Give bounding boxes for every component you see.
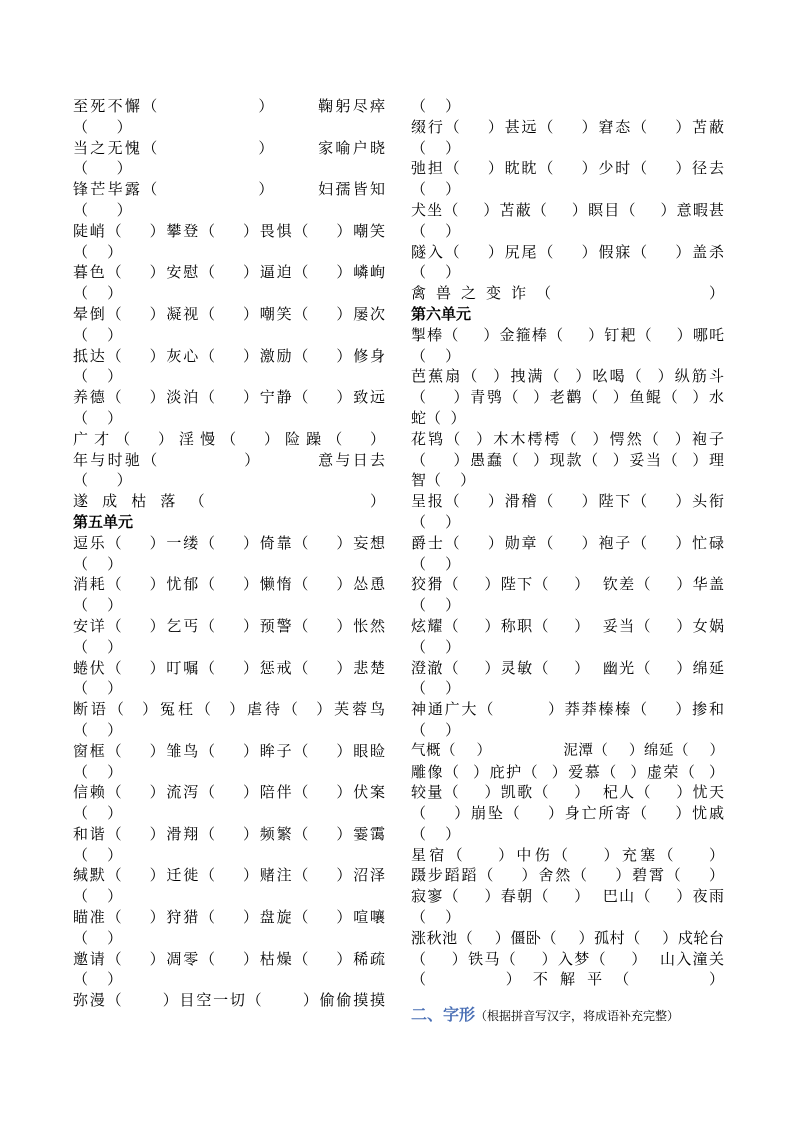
vocab-line: 当之无愧（ ） 家喻户晓 [73,138,385,157]
vocab-line: 涨秋池（ ）僵卧（ ）孤村（ ）戍轮台 [411,928,724,947]
vocab-line: 至死不懈（ ） 鞠躬尽瘁 [73,97,385,115]
vocab-line: （ ） [73,325,123,344]
vocab-line: 和谐（ ）滑翔（ ）频繁（ ）霎霭 [73,824,385,843]
vocab-line: 弥漫（ ）目空一切（ ）偷偷摸摸 [73,991,385,1010]
vocab-line: （ ） [411,637,461,656]
vocab-line: （ ） [411,908,461,927]
vocab-line: 晕倒（ ）凝视（ ）嘲笑（ ）屡次 [73,304,385,323]
vocab-line: （ ） [411,596,461,615]
vocab-line: 安详（ ）乞丐（ ）预警（ ）怅然 [73,616,385,635]
vocab-line: 抵达（ ）灰心（ ）激励（ ）修身 [73,346,385,365]
vocab-line: （ ） [73,928,123,947]
vocab-line: （ ） [73,970,123,989]
section-two-heading [411,1002,741,1025]
vocab-line: （ ） [73,367,123,386]
vocab-line: 窗框（ ）雏鸟（ ）眸子（ ）眼睑 [73,741,385,760]
vocab-line: （ ） [73,762,123,781]
vocab-line: （ ） [73,596,123,615]
vocab-line: （ ）愚蠢（ ）现款（ ）妥当（ ）理 [411,450,724,469]
vocab-line: （ ） [73,471,132,490]
vocab-line: （ ） [73,242,123,261]
vocab-line: （ ） [73,720,123,739]
vocab-line: （ ） [411,720,461,739]
vocab-line: （ ） [411,512,461,531]
vocab-line: 花鸨（ ）木木樗樗（ ）愕然（ ）袍子 [411,429,724,448]
vocab-line: 寂寥（ ）春朝（ ） 巴山（ ）夜雨 [411,887,724,906]
vocab-line: 掣棒（ ）金箍棒（ ）钉耙（ ）哪吒 [411,325,724,344]
vocab-line: 智（ ） [411,471,476,490]
vocab-line: 缀行（ ）甚远（ ）窘态（ ）苫蔽 [411,117,724,136]
vocab-line: 信赖（ ）流泻（ ）陪伴（ ）伏案 [73,783,385,802]
section-two-note: （根据拼音写汉字，将成语补充完整） [475,1009,680,1023]
vocab-line: 呈报（ ）滑稽（ ）陛下（ ）头衔 [411,492,724,511]
vocab-line: （ ）铁马（ ）入梦（ ） 山入潼关 [411,949,724,968]
vocab-line: （ ） [411,180,461,199]
vocab-line: 年与时驰（ ） 意与日去 [73,450,385,469]
vocab-line: 狡猾（ ）陛下（ ） 钦差（ ）华盖 [411,575,724,594]
vocab-line: 遂成枯落（ ） [73,492,385,511]
unit-heading: 第六单元 [411,304,472,323]
right-column [411,96,724,990]
vocab-line: （ ）不解平（ ） [411,970,724,989]
vocab-line: （ ） [411,263,461,282]
vocab-line: 消耗（ ）忧郁（ ）懒惰（ ）怂恿 [73,575,385,594]
vocab-line: （ ） [73,117,132,136]
vocab-line: 养德（ ）淡泊（ ）宁静（ ）致远 [73,388,385,407]
vocab-line: 广才（ ）淫慢（ ）险躁（ ） [73,429,385,448]
vocab-line: 气概（ ） 泥潭（ ）绵延（ ） [411,742,724,759]
vocab-line: （ ） [73,637,123,656]
vocab-line: 炫耀（ ）称职（ ） 妥当（ ）女娲 [411,616,724,635]
vocab-line: 暮色（ ）安慰（ ）逼迫（ ）嶙峋 [73,263,385,282]
vocab-line: （ ） [73,159,132,178]
vocab-line: （ ） [73,408,123,427]
vocab-line: 断语（ ）冤枉（ ）虐待（ ）芙蓉鸟 [73,700,385,719]
vocab-line: 蜷伏（ ）叮嘱（ ）惩戒（ ）悲楚 [73,658,385,677]
section-two-title: 二、字形 [411,1005,476,1024]
vocab-line: 弛担（ ）眈眈（ ）少时（ ）径去 [411,159,724,178]
vocab-line: （ ） [411,346,461,365]
vocab-line: （ ） [73,804,123,823]
vocab-line: 锋芒毕露（ ） 妇孺皆知 [73,180,385,199]
vocab-line: 澄澈（ ）灵敏（ ） 幽光（ ）绵延 [411,658,724,677]
unit-heading: 第五单元 [73,512,134,531]
vocab-line: （ ） [73,554,123,573]
left-column [73,96,385,1011]
vocab-line: 隧入（ ）尻尾（ ）假寐（ ）盖杀 [411,242,724,261]
vocab-line: （ ） [73,845,123,864]
vocab-line: （ ） [73,284,123,303]
vocab-line: 邀请（ ）凋零（ ）枯燥（ ）稀疏 [73,949,385,968]
vocab-line: 陡峭（ ）攀登（ ）畏惧（ ）嘲笑 [73,221,385,240]
vocab-line: （ ） [411,221,461,240]
vocab-line: （ ） [73,200,132,219]
vocab-line: 蹑步蹈蹈（ ）舍然（ ）碧霄（ ） [411,866,724,885]
vocab-line: 蛇（ ） [411,408,466,427]
vocab-line: 星宿（ ）中伤（ ）充塞（ ） [411,845,724,864]
vocab-line: （ ） [411,679,461,698]
vocab-line: 雕像（ ）庇护（ ）爱慕（ ）虚荣（ ） [411,762,724,781]
vocab-line: 缄默（ ）迁徙（ ）赌注（ ）沼泽 [73,866,385,885]
vocab-line: 瞄准（ ）狩猎（ ）盘旋（ ）喧嚷 [73,908,385,927]
vocab-line: （ ）青鸮（ ）老鹳（ ）鱼鲲（ ）水 [411,388,724,407]
vocab-line: 芭蕉扇（ ）拽满（ ）吆喝（ ）纵筋斗 [411,367,724,386]
vocab-line: （ ） [73,679,123,698]
vocab-line: （ ） [411,138,461,157]
vocab-line: 逗乐（ ）一缕（ ）倚靠（ ）妄想 [73,533,385,552]
vocab-line: 犬坐（ ）苫蔽（ ）瞑目（ ）意暇甚 [411,200,724,219]
vocab-line: （ ） [73,887,123,906]
vocab-line: （ ） [411,97,461,115]
vocab-line: 神通广大（ ）莽莽榛榛（ ）掺和 [411,700,724,719]
vocab-line: 较量（ ）凯歌（ ） 杞人（ ）忧天 [411,783,724,802]
vocab-line: （ ）崩坠（ ）身亡所寄（ ）忧戚 [411,804,724,823]
vocab-line: （ ） [411,824,461,843]
vocab-line: 禽兽之变诈（ ） [411,284,724,303]
vocab-line: 爵士（ ）勋章（ ）袍子（ ）忙碌 [411,533,724,552]
vocab-line: （ ） [411,554,461,573]
